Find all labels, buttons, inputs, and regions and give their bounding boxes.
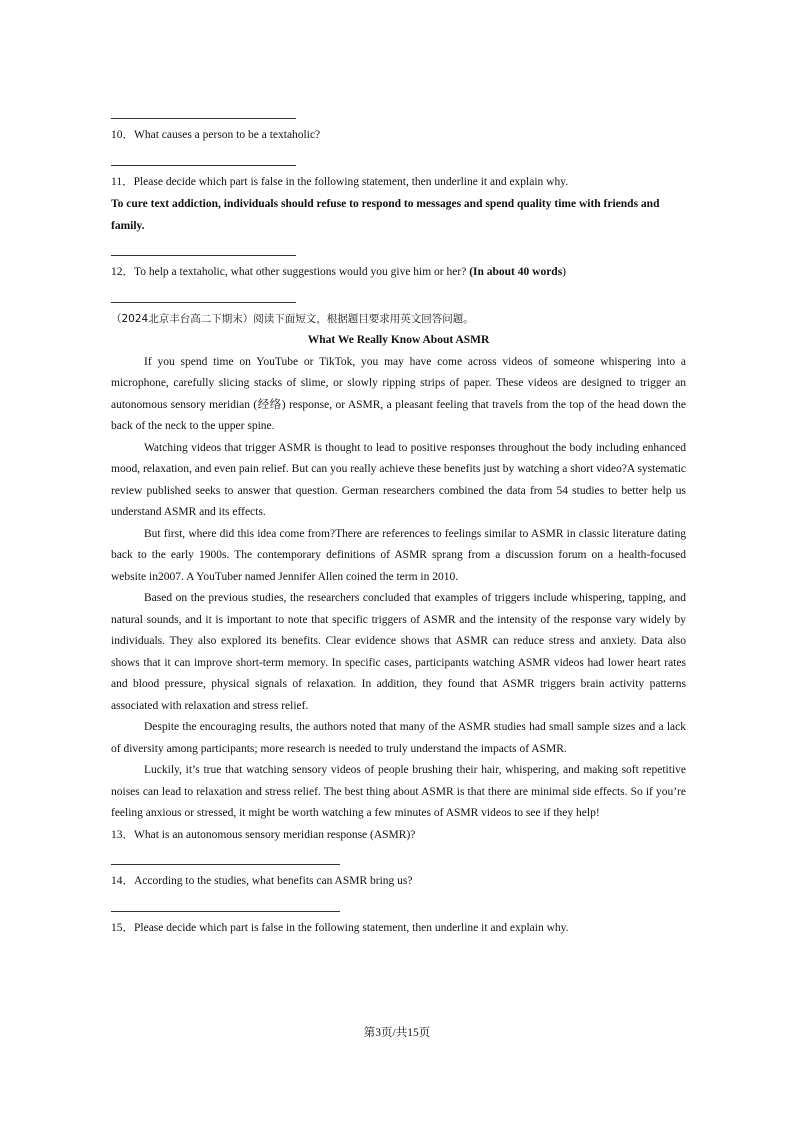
question-10: 10．What causes a person to be a textaholic?: [111, 129, 321, 141]
answer-line: [111, 165, 296, 166]
page-footer: 第3页/共15页: [363, 1027, 431, 1039]
passage-title: What We Really Know About ASMR: [307, 334, 490, 346]
answer-line: [111, 255, 296, 256]
passage-paragraph-2: Watching videos that trigger ASMR is thought to lead to positive responses throughout the body including enhanced mood, relaxation, and even pain relief. But can you really achieve these benefits just by watching a short video?A systematic review published seeks to answer that question. German researchers combined the data from 54 studies to better help us understand ASMR and its effects.: [111, 441, 686, 518]
answer-line: [111, 302, 296, 303]
passage-paragraph-6: Luckily, it’s true that watching sensory videos of people brushing their hair, whispering, and making soft repetitive noises can lead to relaxation and stress relief. The best thing about ASMR is that there are minimal side effects. So if you’re feeling anxious or stressed, it might be worth watching a few minutes of ASMR videos to see if they help!: [111, 764, 686, 819]
page-content: [111, 100, 686, 939]
question-11: 11．Please decide which part is false in the following statement, then underline it and explain why.: [111, 175, 569, 188]
passage-source: （2024北京丰台高二下期末）阅读下面短文，根据题目要求用英文回答问题。: [111, 312, 474, 325]
answer-line: [111, 911, 340, 912]
question-12-emphasis: (In about 40 words: [469, 266, 563, 278]
question-12-tail: ): [562, 266, 567, 278]
question-13: 13．What is an autonomous sensory meridian response (ASMR)?: [111, 828, 416, 841]
passage-paragraph-3: But first, where did this idea come from?There are references to feelings similar to ASMR in classic literature dating back to the early 1900s. The contemporary definitions of ASMR sprang from a discussion forum on a health-focused website in2007. A YouTuber named Jennifer Allen coined the term in 2010.: [111, 527, 686, 583]
answer-line: [111, 864, 340, 865]
question-12: [111, 262, 686, 284]
question-14: 14．According to the studies, what benefits can ASMR bring us?: [111, 875, 413, 887]
question-11-statement: To cure text addiction, individuals should refuse to respond to messages and spend quality time with friends and family.: [111, 198, 660, 232]
answer-line: [111, 118, 296, 119]
passage-paragraph-5: Despite the encouraging results, the authors noted that many of the ASMR studies had small sample sizes and a lack of diversity among participants; more research is needed to truly understand the impacts of ASMR.: [111, 721, 686, 755]
question-15: 15．Please decide which part is false in the following statement, then underline it and explain why.: [111, 921, 569, 934]
question-12-text: 12．To help a textaholic, what other suggestions would you give him or her?: [111, 266, 470, 278]
passage-paragraph-4: Based on the previous studies, the researchers concluded that examples of triggers include whispering, tapping, and natural sounds, and it is important to note that specific triggers of ASMR and the intensity of the response vary widely by individuals. They also explored its benefits. Clear evidence shows that ASMR can reduce stress and anxiety. Data also shows that it can improve short-term memory. In specific cases, participants watching ASMR videos had lower heart rates and blood pressure, physical signals of relaxation. In addition, they found that ASMR triggers brain activity patterns associated with relaxation and stress relief.: [111, 592, 686, 712]
passage-paragraph-1: If you spend time on YouTube or TikTok, you may have come across videos of someone whispering into a microphone, carefully slicing stacks of slime, or slowly ripping strips of paper. These videos are designed to trigger an autonomous sensory meridian (经络) response, or ASMR, a pleasant feeling that travels from the top of the head down the back of the neck to the upper spine.: [111, 355, 686, 432]
